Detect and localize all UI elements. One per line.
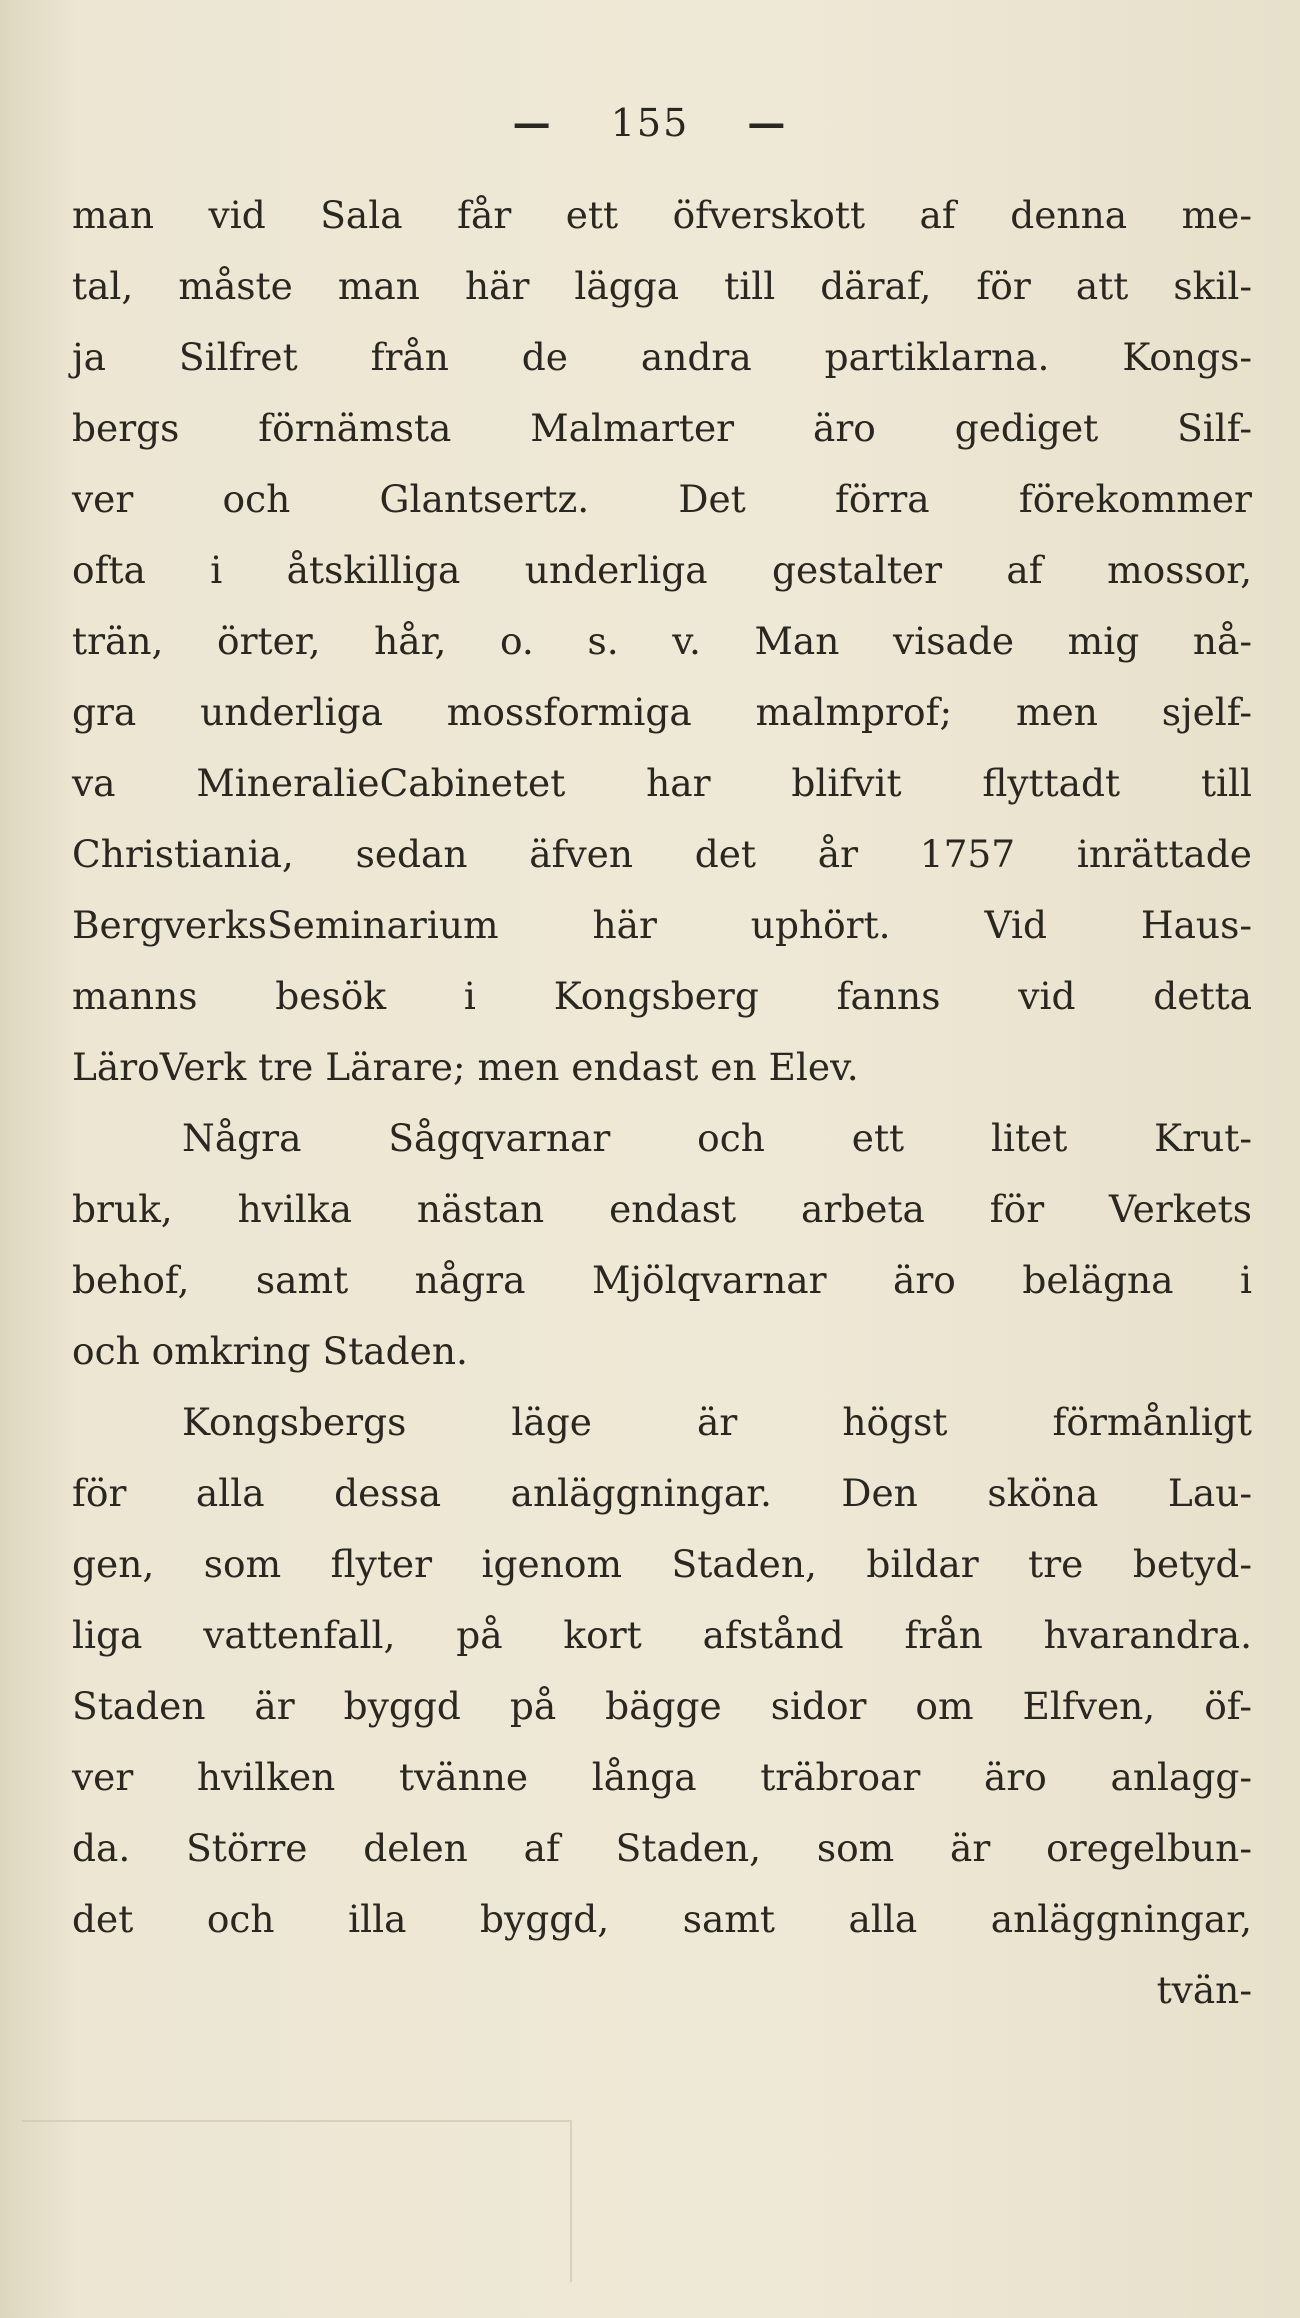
body-text: [72, 180, 1252, 2026]
text-line: BergverksSeminarium här uphört. Vid Haus-: [72, 903, 1252, 947]
text-line: ofta i åtskilliga underliga gestalter af mossor,: [72, 548, 1252, 592]
text-line: Några Sågqvarnar och ett litet Krut-: [182, 1116, 1252, 1160]
text-line: Staden är byggd på bägge sidor om Elfven, öf-: [72, 1684, 1252, 1728]
text-line: Kongsbergs läge är högst förmånligt: [182, 1400, 1252, 1444]
text-line: liga vattenfall, på kort afstånd från hvarandra.: [72, 1613, 1252, 1657]
text-line: da. Större delen af Staden, som är oregelbun-: [72, 1826, 1252, 1870]
header-dash-right: —: [747, 100, 788, 145]
text-line: ver och Glantsertz. Det förra förekommer: [72, 477, 1252, 521]
page-header: [0, 100, 1300, 145]
text-line: det och illa byggd, samt alla anläggningar,: [72, 1897, 1252, 1941]
text-line: manns besök i Kongsberg fanns vid detta: [72, 974, 1252, 1018]
header-dash-left: —: [512, 100, 553, 145]
text-line: och omkring Staden.: [72, 1329, 468, 1373]
catchword: tvän-: [1156, 1968, 1252, 2012]
text-line: va MineralieCabinetet har blifvit flyttadt till: [72, 761, 1252, 805]
text-line: LäroVerk tre Lärare; men endast en Elev.: [72, 1045, 859, 1089]
text-line: ver hvilken tvänne långa träbroar äro anlagg-: [72, 1755, 1252, 1799]
text-line: bruk, hvilka nästan endast arbeta för Verkets: [72, 1187, 1252, 1231]
page-number: 155: [610, 101, 690, 145]
text-line: ja Silfret från de andra partiklarna. Kongs-: [72, 335, 1252, 379]
text-line: man vid Sala får ett öfverskott af denna me-: [72, 193, 1252, 237]
text-line: bergs förnämsta Malmarter äro gediget Silf-: [72, 406, 1252, 450]
text-line: Christiania, sedan äfven det år 1757 inrättade: [72, 832, 1252, 876]
text-line: gen, som flyter igenom Staden, bildar tre betyd-: [72, 1542, 1252, 1586]
page-fold-mark: [22, 2120, 572, 2282]
text-line: trän, örter, hår, o. s. v. Man visade mig nå-: [72, 619, 1252, 663]
text-line: för alla dessa anläggningar. Den sköna Lau-: [72, 1471, 1252, 1515]
text-line: gra underliga mossformiga malmprof; men sjelf-: [72, 690, 1252, 734]
text-line: tal, måste man här lägga till däraf, för att skil-: [72, 264, 1252, 308]
text-line: behof, samt några Mjölqvarnar äro belägna i: [72, 1258, 1252, 1302]
